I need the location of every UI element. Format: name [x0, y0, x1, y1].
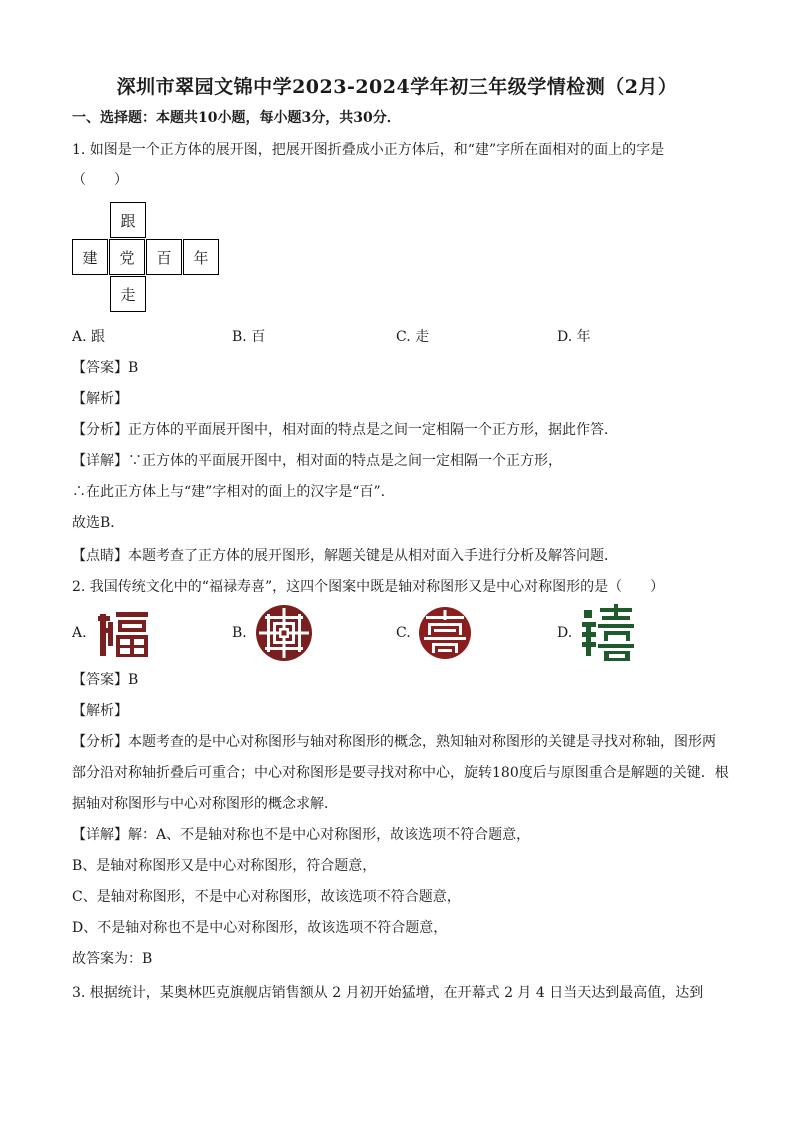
q2-option-d-label: D.	[557, 625, 573, 641]
net-cell-center: 党	[109, 239, 145, 275]
page-title: 深圳市翠园文锦中学2023-2024学年初三年级学情检测（2月）	[116, 76, 678, 98]
net-cell-right2: 年	[183, 239, 219, 275]
cube-net-figure	[72, 202, 220, 313]
q2-xiangjie-2: B、是轴对称图形又是中心对称图形，符合题意，	[72, 858, 377, 874]
q1-option-d: D. 年	[557, 329, 591, 345]
q1-stem-line1: 1. 如图是一个正方体的展开图，把展开图折叠成小正方体后，和“建”字所在面相对的面上的字是	[72, 142, 665, 158]
section-heading: 一、选择题：本题共10小题，每小题3分，共30分．	[72, 110, 401, 126]
q1-answer: 【答案】B	[72, 360, 139, 376]
q2-xiangjie-1: 【详解】解：A、不是轴对称也不是中心对称图形，故该选项不符合题意，	[72, 827, 531, 843]
q1-fenxi: 【分析】正方体的平面展开图中，相对面的特点是之间一定相隔一个正方形，据此作答．	[72, 422, 618, 438]
q2-option-c-label: C.	[396, 625, 411, 641]
q1-xiangjie-3: 故选B．	[72, 515, 125, 531]
q2-option-b-label: B.	[232, 625, 247, 641]
shou-character-icon	[418, 606, 472, 664]
q2-xiangjie-4: D、不是轴对称也不是中心对称图形，故该选项不符合题意，	[72, 920, 448, 936]
q2-option-a-label: A.	[72, 625, 87, 641]
q1-option-c: C. 走	[396, 329, 430, 345]
q2-xiangjie-5: 故答案为：B	[72, 951, 153, 967]
net-cell-right1: 百	[146, 239, 182, 275]
xi-character-icon	[580, 604, 636, 666]
q2-answer: 【答案】B	[72, 672, 139, 688]
q1-xiangjie-1: 【详解】∵正方体的平面展开图中，相对面的特点是之间一定相隔一个正方形，	[72, 453, 562, 469]
q3-stem-line1: 3. 根据统计，某奥林匹克旗舰店销售额从 2 月初开始猛增，在开幕式 2 月 4 日当天达到最高值，达到	[72, 985, 704, 1001]
q2-fenxi-1: 【分析】本题考查的是中心对称图形与轴对称图形的概念，熟知轴对称图形的关键是寻找对称轴，图形两	[72, 734, 716, 750]
q1-xiangjie-2: ∴在此正方体上与“建”字相对的面上的汉字是“百”.	[72, 484, 386, 500]
fu-character-icon	[96, 606, 152, 666]
q2-fenxi-3: 据轴对称图形与中心对称图形的概念求解．	[72, 796, 338, 812]
q2-xiangjie-3: C、是轴对称图形，不是中心对称图形，故该选项不符合题意，	[72, 889, 461, 905]
q1-dianjing: 【点睛】本题考查了正方体的展开图形，解题关键是从相对面入手进行分析及解答问题．	[72, 548, 618, 564]
q2-fenxi-2: 部分沿对称轴折叠后可重合；中心对称图形是要寻找对称中心，旋转180度后与原图重合是解题的关键．根	[72, 765, 729, 781]
net-cell-left: 建	[72, 239, 108, 275]
q1-stem-line2: （ ）	[72, 172, 128, 188]
q1-jiexi: 【解析】	[72, 391, 128, 407]
lu-character-icon	[255, 604, 313, 666]
q2-stem: 2. 我国传统文化中的“福禄寿喜”，这四个图案中既是轴对称图形又是中心对称图形的是（ ）	[72, 579, 665, 595]
net-cell-bottom: 走	[110, 276, 146, 312]
q2-jiexi: 【解析】	[72, 703, 128, 719]
net-cell-top: 跟	[110, 202, 146, 238]
q1-option-a: A. 跟	[72, 329, 106, 345]
q1-option-b: B. 百	[232, 329, 266, 345]
